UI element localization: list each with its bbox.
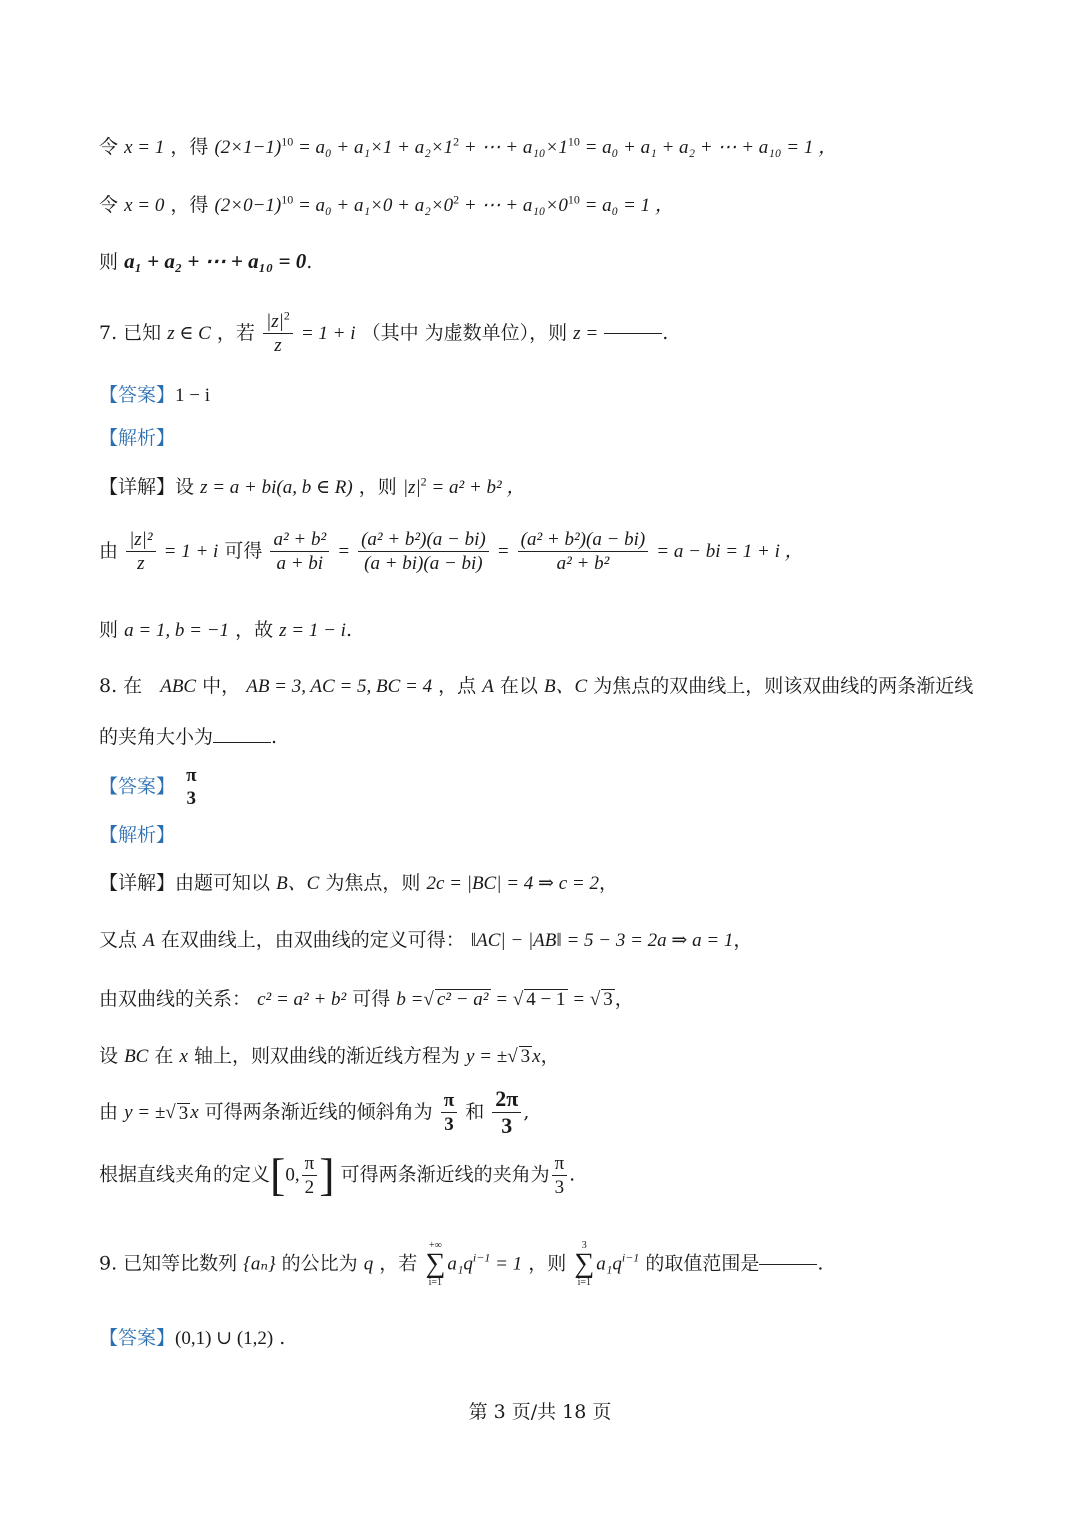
q7-analysis-tag: 【解析】 — [99, 427, 176, 449]
q8-detail-line-4: 设 BC 在 x 轴上，则双曲线的渐近线方程为 y = ±√ 3 x， — [99, 1045, 560, 1067]
q9-answer: 【答案】(0,1) ∪ (1,2) . — [99, 1327, 286, 1349]
page-number: 第 3 页/共 18 页 — [468, 1401, 612, 1423]
question-9-stem: 9. 已知等比数列 {aₙ} 的公比为 q ，若 +∞ ∑ i=1 $a_1q^{i-1} = 1$ ，则 3 ∑ i=1 $a_1q^{i-1}$ 的取值范围是 . — [99, 1240, 824, 1288]
question-8-stem-cont: 的夹角大小为 . — [99, 726, 278, 748]
answer-blank — [604, 333, 662, 334]
answer-blank — [213, 742, 271, 743]
question-7-stem: 7. 已知 z ∈ C ，若 $\frac{|z|^2}{z}$ = 1 + i （其中 为虚数单位），则 z = . — [99, 308, 669, 356]
q7-detail-line-1: 【详解】设 z = a + bi(a, b ∈ R) ，则 $|z|^2 = a^2 + b^2$ ， — [99, 474, 526, 498]
q7-detail-line-3: 则 a = 1, b = −1 ，故 z = 1 − i. — [99, 619, 353, 641]
q8-detail-line-3: 由双曲线的关系： c² = a² + b² 可得 b =√ c² − a² = √ 4 − 1 = √ 3 ， — [99, 988, 634, 1010]
derivation-line-3: 则 a₁ + a₂ + ⋯ + a₁₀ = 0. — [99, 249, 313, 273]
sum-three-terms: 3 ∑ i=1 — [574, 1240, 595, 1288]
q8-analysis-tag: 【解析】 — [99, 824, 176, 846]
derivation-line-2: 令 x = 0 ，得 $(2\times 0-1)^{10} = a_0 + a_1\times 0 + a_2\times 0^2$ + ⋯ + $a_{10}\times 0^{10} = a_0 = 1$ ， — [99, 192, 674, 216]
answer-blank — [759, 1264, 817, 1265]
q7-fraction: $\frac{|z|^2}{z}$ — [263, 312, 293, 355]
q8-detail-line-1: 【详解】由题可知以 B、C 为焦点，则 2c = |BC| = 4 ⇒ c = 2， — [99, 872, 618, 894]
question-8-stem: 8. 在 ABC 中， AB = 3, AC = 5, BC = 4 ，点 A 在以 B、C 为焦点的双曲线上，则该双曲线的两条渐近线 — [99, 675, 974, 697]
q7-detail-line-2: 由 $\frac{\text{|z|²}}{z}$ = 1 + i 可得 $\frac{\text{a² + b²}}{a + bi}$ = $\frac{\text{(a² + b²)(a − bi)}}{(a + bi)(a - bi)}$ = $\frac{\text{(a² + b²)(a − bi)}}{\text{a² + b²}}$ = a − bi = 1 + i ， — [99, 529, 804, 574]
q8-answer: 【答案】 π 3 — [99, 765, 197, 809]
q8-detail-line-5: 由 y = ±√ 3 x 可得两条渐近线的倾斜角为 $\frac{\pi}{3}$ 和 $\frac{2\pi}{3}$ , — [99, 1086, 530, 1138]
derivation-line-1: 令 x = 1 ，得 $(2\times 1-1)^{10} = a_0 + a_1\times 1 + a_2\times 1^2$ + ⋯ + $a_{10}\times 1^{10} = a_0 + a_1 + a_2$ + ⋯ + a₁₀ = 1 ， — [99, 134, 838, 158]
sum-infinite: +∞ ∑ i=1 — [425, 1240, 446, 1288]
q8-detail-line-2: 又点 A 在双曲线上，由双曲线的定义可得： ‖AC| − |AB‖ = 5 − 3 = 2a ⇒ a = 1， — [99, 929, 753, 951]
q7-answer: 【答案】1 − i — [99, 384, 211, 406]
q8-detail-line-6: 根据直线夹角的定义[0, $\frac{\pi}{2}$ ] 可得两条渐近线的夹角为 $\frac{\pi}{3}$ . — [99, 1149, 576, 1200]
